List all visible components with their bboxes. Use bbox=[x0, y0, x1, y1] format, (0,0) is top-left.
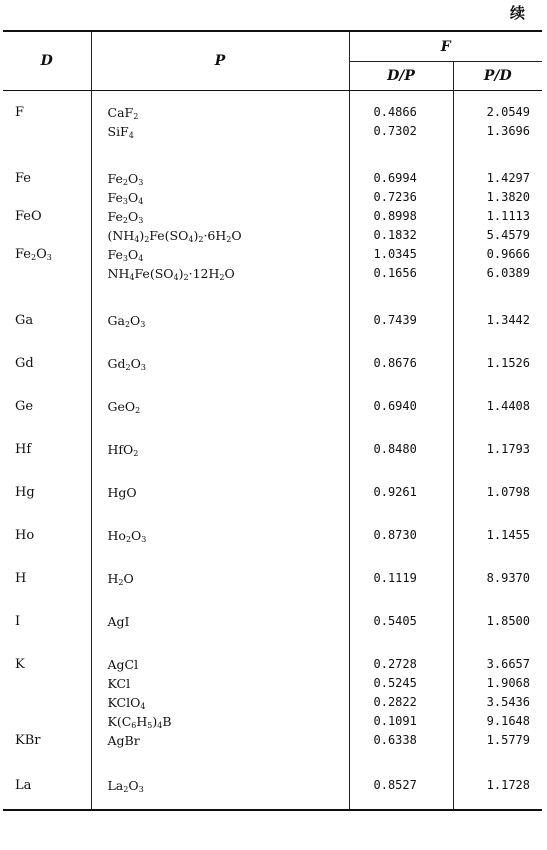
factor-pd-cell: 8.9370 bbox=[453, 545, 542, 588]
table-row bbox=[3, 330, 542, 373]
factor-dp-cell: 0.8527 bbox=[349, 750, 453, 810]
factor-pd-cell: 1.4297 1.3820 bbox=[453, 141, 542, 207]
factor-pd-cell: 1.0798 bbox=[453, 459, 542, 502]
factor-dp-cell: 0.9261 bbox=[349, 459, 453, 502]
factor-pd-cell: 2.0549 1.3696 bbox=[453, 91, 542, 142]
precipitate-cell: $La_2O_3$ bbox=[91, 750, 349, 810]
table-body bbox=[3, 91, 542, 811]
analyte-cell: K bbox=[15, 657, 25, 672]
table-row bbox=[3, 459, 542, 502]
table-row bbox=[3, 750, 542, 810]
factor-dp-cell: 0.7439 bbox=[349, 283, 453, 330]
analyte-cell: F bbox=[15, 105, 25, 120]
factor-dp-cell: 0.6940 bbox=[349, 373, 453, 416]
precipitate-cell: $Fe_3O_4$ $NH_4Fe(SO_4)_2\cdot 12H_2O$ bbox=[91, 245, 349, 283]
analyte-cell: Hg bbox=[15, 485, 35, 500]
precipitate-cell: GeO$_2$ bbox=[91, 373, 349, 416]
precipitate-cell: CaF$_2$ SiF$_4$ bbox=[91, 91, 349, 142]
precipitate-cell: HgO bbox=[91, 459, 349, 502]
table-row bbox=[3, 545, 542, 588]
factor-dp-cell: 0.5405 bbox=[349, 588, 453, 631]
analyte-cell: FeO bbox=[15, 209, 42, 224]
precipitate-cell: $Gd_2O_3$ bbox=[91, 330, 349, 373]
analyte-cell: Ga bbox=[15, 313, 34, 328]
analyte-cell: Ge bbox=[15, 399, 34, 414]
table-row bbox=[3, 631, 542, 731]
factor-dp-cell: 0.8730 bbox=[349, 502, 453, 545]
factor-pd-cell: 1.1526 bbox=[453, 330, 542, 373]
factor-dp-cell: 1.0345 0.1656 bbox=[349, 245, 453, 283]
factor-dp-cell: 0.6338 bbox=[349, 731, 453, 750]
table-row bbox=[3, 207, 542, 245]
precipitate-cell: HfO$_2$ bbox=[91, 416, 349, 459]
table-row bbox=[3, 283, 542, 330]
analyte-cell: $Fe_2O_3$ bbox=[15, 247, 52, 262]
table-row bbox=[3, 588, 542, 631]
factor-dp-cell: 0.1119 bbox=[349, 545, 453, 588]
factor-dp-cell: 0.8480 bbox=[349, 416, 453, 459]
factor-dp-cell: 0.8676 bbox=[349, 330, 453, 373]
header-dp: D/P bbox=[349, 62, 453, 91]
header-pd: P/D bbox=[453, 62, 542, 91]
analyte-cell: Fe bbox=[15, 171, 32, 186]
precipitate-cell: $Fe_2O_3$ $Fe_3O_4$ bbox=[91, 141, 349, 207]
precipitate-cell: AgCl KCl KClO$_4$ $K(C_6H_5)_4B$ bbox=[91, 631, 349, 731]
factor-pd-cell: 1.5779 bbox=[453, 731, 542, 750]
table-row bbox=[3, 502, 542, 545]
analyte-cell: Gd bbox=[15, 356, 34, 371]
table-row bbox=[3, 91, 542, 142]
table-row bbox=[3, 416, 542, 459]
header-p: P bbox=[91, 31, 349, 91]
header-d: D bbox=[3, 31, 91, 91]
factor-dp-cell: 0.6994 0.7236 bbox=[349, 141, 453, 207]
factor-dp-cell: 0.8998 0.1832 bbox=[349, 207, 453, 245]
analyte-cell: H bbox=[15, 571, 27, 586]
precipitate-cell: $Ga_2O_3$ bbox=[91, 283, 349, 330]
table-row bbox=[3, 141, 542, 207]
analyte-cell: La bbox=[3, 750, 91, 810]
factor-pd-cell: 1.1113 5.4579 bbox=[453, 207, 542, 245]
factor-pd-cell: 1.1455 bbox=[453, 502, 542, 545]
analyte-cell: KBr bbox=[15, 733, 41, 748]
analyte-cell: I bbox=[15, 614, 21, 629]
factor-dp-cell: 0.4866 0.7302 bbox=[349, 91, 453, 142]
table-row bbox=[3, 731, 542, 750]
analyte-cell: Hf bbox=[15, 442, 32, 457]
header-f: F bbox=[349, 31, 542, 62]
table-row bbox=[3, 373, 542, 416]
factor-pd-cell: 1.3442 bbox=[453, 283, 542, 330]
factor-dp-cell: 0.2728 0.5245 0.2822 0.1091 bbox=[349, 631, 453, 731]
factor-pd-cell: 1.1793 bbox=[453, 416, 542, 459]
precipitate-cell: AgI bbox=[91, 588, 349, 631]
gravimetric-factor-table bbox=[3, 30, 542, 811]
factor-pd-cell: 1.1728 bbox=[453, 750, 542, 810]
precipitate-cell: $H_2O$ bbox=[91, 545, 349, 588]
factor-pd-cell: 3.6657 1.9068 3.5436 9.1648 bbox=[453, 631, 542, 731]
precipitate-cell: AgBr bbox=[91, 731, 349, 750]
factor-pd-cell: 1.4408 bbox=[453, 373, 542, 416]
continued-label: 续 bbox=[509, 4, 525, 22]
precipitate-cell: $Fe_2O_3$ $(NH_4)_2Fe(SO_4)_2\cdot 6H_2O$ bbox=[91, 207, 349, 245]
analyte-cell: Ho bbox=[15, 528, 35, 543]
table-row bbox=[3, 245, 542, 283]
factor-pd-cell: 1.8500 bbox=[453, 588, 542, 631]
precipitate-cell: $Ho_2O_3$ bbox=[91, 502, 349, 545]
factor-pd-cell: 0.9666 6.0389 bbox=[453, 245, 542, 283]
